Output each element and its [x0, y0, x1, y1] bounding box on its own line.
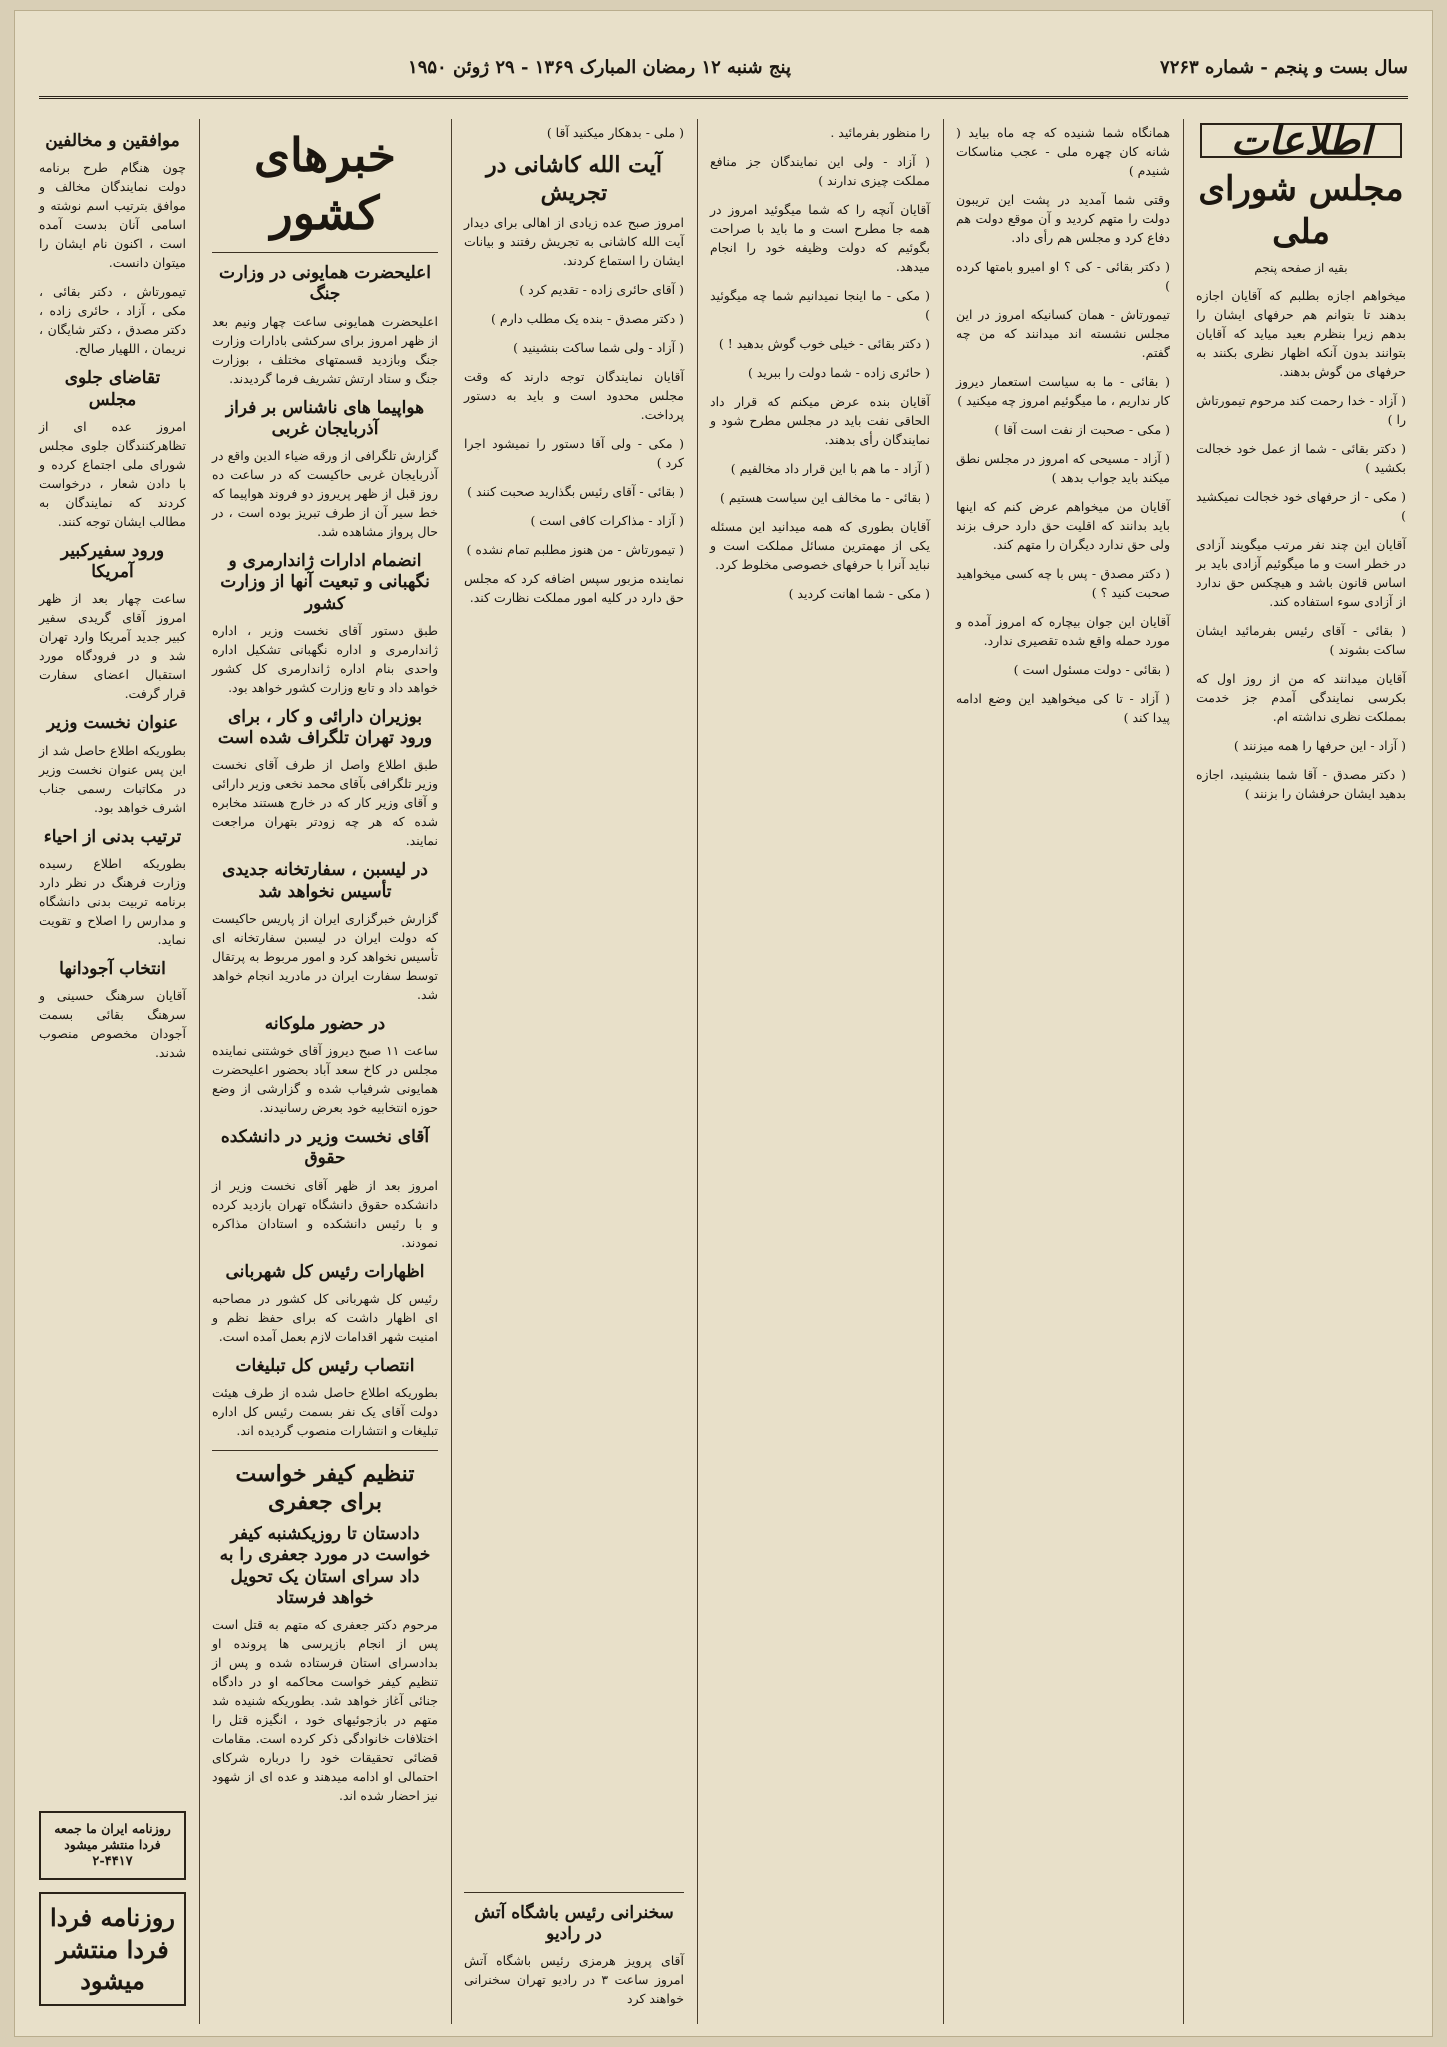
ad-number: ۲-۴۴۱۷: [92, 1853, 133, 1869]
paragraph: آقایان بنده عرض میکنم که قرار داد الحاقی نفت باید در مجلس مطرح شود و نمایندگان رأی بدهند.: [710, 394, 930, 447]
paragraph: ( مکی - شما اهانت کردید ): [788, 586, 930, 601]
continued-note: بقیه از صفحه پنجم: [1254, 261, 1348, 275]
lecture-body: آقای پرویز هرمزی رئیس باشگاه آتش امروز ساعت ۳ در رادیو تهران سخنرانی خواهند کرد: [464, 1953, 684, 2006]
ad-title: روزنامه ایران ما جمعه فردا منتشر میشود: [54, 1821, 171, 1853]
brief-headline: انتخاب آجودانها: [59, 958, 166, 979]
paragraph: آقایان میدانند که من از روز اول که بکرسی نمایندگی آمدم جز خدمت بمملکت نظری نداشته ام.: [1196, 671, 1406, 724]
news-body: امروز بعد از ظهر آقای نخست وزیر از دانشکده حقوق دانشگاه تهران بازدید کرده و با رئیس دانشکده و استادان مذاکره نمودند.: [212, 1177, 438, 1250]
news-body: طبق اطلاع واصل از طرف آقای نخست وزیر تلگرافی بآقای محمد نخعی وزیر دارائی و آقای وزیر کار که در خارج هستند مخابره شده که هر چه زودتر بتهران مراجعت نمایند.: [212, 757, 438, 849]
news-body: گزارش خبرگزاری ایران از پاریس حاکیست که دولت ایران در لیسبن سفارتخانه ای تأسیس نخواهد کرد و امور مربوط به پرتقال توسط سفارت ایران در مادرید انجام خواهد شد.: [212, 910, 438, 1002]
paragraph: ( بقائی - آقای رئیس بگذارید صحبت کنند ): [467, 484, 684, 499]
column-debate-2: [950, 123, 1176, 2018]
news-body: گزارش تلگرافی از ورقه ضیاء الدین واقع در آذربایجان غربی حاکیست که در ساعت ده روز قبل از ظهر پریروز دو فروند هواپیما که خط سیر آن از طرف تبریز بوده است ، در حال پرواز مشاهده شد.: [212, 448, 438, 539]
majlis-headline: مجلس شورای ملی: [1198, 169, 1404, 252]
news-title: در حضور ملوکانه: [264, 1013, 386, 1034]
paragraph: ( بقائی - دولت مسئول است ): [1013, 662, 1170, 677]
column-divider: [943, 119, 944, 2024]
news-title: اظهارات رئیس کل شهربانی: [225, 1261, 425, 1282]
kashani-headline: آیت الله کاشانی در تجریش: [486, 152, 662, 206]
paragraph: ( دکتر بقائی - خیلی خوب گوش بدهید ! ): [718, 336, 930, 351]
paragraph: آقایان نمایندگان توجه دارند که وقت مجلس محدود است و باید به دستور پرداخت.: [464, 369, 684, 422]
brief-headline: تقاضای جلوی مجلس: [64, 368, 161, 410]
news-title: هواپیما های ناشناس بر فراز آذربایجان غربی: [225, 397, 425, 439]
paragraph: ( آزاد - این حرفها را همه میزنند ): [1233, 738, 1406, 753]
brief-headline: ورود سفیرکبیر آمریکا: [60, 540, 165, 582]
brief-body: آقایان سرهنگ حسینی و سرهنگ بقائی بسمت آجودان مخصوص منصوب شدند.: [39, 988, 186, 1060]
column-country-news: [206, 123, 444, 2018]
brief-headline: موافقین و مخالفین: [45, 131, 180, 151]
paragraph: ( آزاد - مسیحی که امروز در مجلس نطق میکند باید جواب بدهد ): [956, 451, 1170, 485]
paragraph: ( بقائی - ما مخالف این سیاست هستیم ): [720, 490, 930, 505]
paragraph: میخواهم اجازه بطلبم که آقایان اجازه بدهند تا بتوانم هم حرفهای ایشان را بدهم زیرا بنظرم بعید میاید که آقایان بتوانند بدون آنکه اظهار نظری بکنند به حرفهای من گوش بدهند.: [1196, 288, 1406, 379]
paragraph: ( دکتر مصدق - بنده یک مطلب دارم ): [491, 311, 684, 326]
news-body: اعلیحضرت همایونی ساعت چهار ونیم بعد از ظهر امروز برای سرکشی بادارات وزارت جنگ وبازدید قسمتهای مختلف ، بوزارت جنگ و ستاد ارتش تشریف فرما گردیدند.: [212, 313, 438, 386]
brief-body: بطوریکه اطلاع رسیده وزارت فرهنگ در نظر دارد برنامه تربیت بدنی دانشگاه و مدارس را اصلاح و تقویت نماید.: [39, 855, 186, 947]
paragraph: ( آزاد - تا کی میخواهید این وضع ادامه پیدا کند ): [956, 691, 1170, 725]
column-divider: [451, 119, 452, 2024]
news-title: بوزیران دارائی و کار ، برای ورود تهران تلگراف شده است: [217, 706, 433, 748]
paragraph: آقایان این جوان بیچاره که امروز آمده و مورد حمله واقع شده تقصیری ندارد.: [956, 614, 1170, 648]
paragraph: ( بقائی - ما به سیاست استعمار دیروز کار نداریم ، ما میگوئیم امروز چه میکنید ): [956, 374, 1170, 408]
masthead-info: [39, 39, 1408, 99]
brief-headline: ترتیب بدنی از احیاء: [43, 826, 182, 847]
paragraph: آقایان من میخواهم عرض کنم که اینها باید بدانند که اقلیت حق دارد حرف بزند ولی حق ندارد دیگران را متهم کند.: [956, 499, 1170, 552]
jafari-headline: تنظیم کیفر خواست برای جعفری: [235, 1461, 415, 1515]
column-divider: [199, 119, 200, 2024]
paragraph: ( دکتر بقائی - کی ؟ او امیرو بامتها کرده ): [956, 259, 1170, 293]
news-title: در لیسبن ، سفارتخانه جدیدی تأسیس نخواهد شد: [222, 860, 428, 902]
ad-iran-ma: [39, 1811, 186, 1880]
paragraph: ( مکی - از حرفهای خود خجالت نمیکشید ): [1196, 489, 1406, 523]
column-debate-4: [458, 123, 690, 2018]
lecture-notice: [464, 1882, 684, 2019]
brief-body: تیمورتاش ، دکتر بقائی ، مکی ، آزاد ، حائری زاده ، دکتر مصدق ، دکتر شایگان ، نریمان ، اللهیار صالح.: [39, 284, 186, 357]
paragraph: ( دکتر بقائی - شما از عمل خود خجالت بکشید ): [1196, 441, 1406, 475]
news-title: انضمام ادارات ژاندارمری و نگهبانی و تبعیت آنها از وزارت کشور: [220, 551, 430, 614]
paragraph: ( بقائی - آقای رئیس بفرمائید ایشان ساکت بشوند ): [1196, 623, 1406, 657]
paragraph: آقایان این چند نفر مرتب میگویند آزادی در خطر است و ما میگوئیم آزادی باید بر اساس قانون باشد و هیچکس حق ندارد از آزادی سوء استفاده کند.: [1196, 537, 1406, 609]
paragraph: همانگاه شما شنیده که چه ماه بیاید ( شانه کان چهره ملی - عجب مناسکات شنیدم ): [956, 125, 1170, 178]
news-body: بطوریکه اطلاع حاصل شده از طرف هیئت دولت آقای یک نفر بسمت رئیس کل اداره تبلیغات و انتشارات منصوب گردیده اند.: [212, 1385, 438, 1438]
newspaper-logo: اطلاعات: [1200, 123, 1402, 158]
paragraph: را منظور بفرمائید .: [830, 125, 930, 140]
paragraph: ( دکتر مصدق - آقا شما بنشینید، اجازه بدهید ایشان حرفشان را بزنند ): [1196, 767, 1406, 801]
paragraph: ( آزاد - ولی شما ساکت بنشینید ): [513, 340, 684, 355]
ad-farda: [39, 1892, 186, 2006]
brief-headline: عنوان نخست وزیر: [46, 713, 179, 734]
jafari-subheadline: دادستان تا روزیکشنبه کیفر خواست در مورد جعفری را به داد سرای استان یک تحویل خواهد فرستاد: [219, 1524, 431, 1608]
paragraph: ( حائری زاده - شما دولت را ببرید ): [748, 365, 930, 380]
ad-area: [39, 1799, 186, 2018]
column-divider: [1183, 119, 1184, 2024]
issue-number: سال بست و پنجم - شماره ۷۲۶۳: [1160, 57, 1408, 78]
column-divider: [697, 119, 698, 2024]
paragraph: ( ملی - بدهکار میکنید آقا ): [546, 125, 684, 140]
paragraph: ( آقای حائری زاده - تقدیم کرد ): [519, 282, 684, 297]
brief-body: چون هنگام طرح برنامه دولت نمایندگان مخالف و موافق بترتیب اسم نوشته و اسامی آنان بدست آمده است ، اکنون نام ایشان را میتوان دانست.: [39, 160, 186, 271]
news-body: رئیس کل شهربانی کل کشور در مصاحبه ای اظهار داشت که برای حفظ نظم و امنیت شهر اقدامات لازم بعمل آمده است.: [212, 1290, 438, 1344]
paragraph: ( آزاد - مذاکرات کافی است ): [530, 513, 684, 528]
paragraph: آقایان بطوری که همه میدانید این مسئله یکی از مهمترین مسائل مملکت است و نباید آنرا با حرفهای خصوصی مخلوط کرد.: [710, 519, 930, 572]
column-briefs: [33, 123, 192, 2018]
ad-title: روزنامه فردا فردا منتشر میشود: [50, 1903, 175, 1995]
paragraph: ( آزاد - ولی این نمایندگان جز منافع مملکت چیزی ندارند ): [710, 154, 930, 188]
brief-body: بطوریکه اطلاع حاصل شد از این پس عنوان نخست وزیر در مکاتبات رسمی جناب اشرف خواهد بود.: [39, 742, 186, 815]
paragraph: ( مکی - ولی آقا دستور را نمیشود اجرا کرد ): [464, 436, 684, 470]
paragraph: ( مکی - صحبت از نفت است آقا ): [994, 422, 1170, 437]
lecture-headline: سخنرانی رئیس باشگاه آتش در رادیو: [474, 1902, 674, 1944]
column-majlis: [1190, 123, 1412, 2018]
jafari-body: مرحوم دکتر جعفری که متهم به قتل است پس از انجام بازپرسی ها پرونده او بدادسرای استان فرستاده شده و پس از تنظیم کیفر خواست محاکمه او در دادگاه جنائی آغاز خواهد شد. بطوریکه شنیده شد متهم در بازجوئیهای خود ، انگیزه قتل را اختلافات خانوادگی ذکر کرده است. مقامات قضائی تحقیقات خود را درباره شرکای احتمالی او ادامه میدهند و عده ای از شهود نیز احضار شده اند.: [212, 1617, 438, 1803]
column-debate-3: [704, 123, 936, 2018]
news-title: اعلیحضرت همایونی در وزارت جنگ: [218, 263, 431, 305]
paragraph: وقتی شما آمدید در پشت این تریبون دولت را متهم کردید و آن موقع دولت هم دفاع کرد و مجلس هم رأی داد.: [956, 192, 1170, 245]
paragraph: ( تیمورتاش - من هنوز مطلبم تمام نشده ): [466, 542, 684, 557]
brief-body: ساعت چهار بعد از ظهر امروز آقای گریدی سفیر کبیر جدید آمریکا وارد تهران شد و در فرودگاه مورد استقبال اعضای سفارت قرار گرفت.: [39, 591, 186, 702]
issue-date: پنج شنبه ۱۲ رمضان المبارک ۱۳۶۹ - ۲۹ ژوئن ۱۹۵۰: [408, 57, 791, 78]
paragraph: آقایان آنچه را که شما میگوئید امروز در همه جا مطرح است و ما باید با صراحت بگوئیم که دولت وظیفه خود را انجام میدهد.: [710, 202, 930, 274]
newspaper-page: [14, 10, 1433, 2037]
paragraph: امروز صبح عده زیادی از اهالی برای دیدار آیت الله کاشانی به تجریش رفتند و بیانات ایشان را استماع کردند.: [464, 215, 684, 268]
brief-body: امروز عده ای از تظاهرکنندگان جلوی مجلس شورای ملی اجتماع کرده و با دادن شعار ، درخواست کردند که نمایندگان به مطالب ایشان توجه کنند.: [39, 418, 186, 529]
paragraph: ( آزاد - ما هم با این قرار داد مخالفیم ): [730, 461, 930, 476]
paragraph: ( مکی - ما اینجا نمیدانیم شما چه میگوئید ): [710, 288, 930, 322]
news-body: طبق دستور آقای نخست وزیر ، اداره ژاندارمری و اداره نگهبانی تشکیل اداره واحدی بنام اداره ژاندارمری کل کشور خواهد داد و تابع وزارت کشور خواهد بود.: [212, 622, 438, 695]
paragraph: ( دکتر مصدق - پس با چه کسی میخواهید صحبت کنید ؟ ): [956, 566, 1170, 600]
news-body: ساعت ۱۱ صبح دیروز آقای خوشتنی نماینده مجلس در کاخ سعد آباد بحضور اعلیحضرت همایونی شرفیاب شده و گزارشی از وضع حوزه انتخابیه خود بعرض رسانیدند.: [212, 1043, 438, 1115]
news-title: آقای نخست وزیر در دانشکده حقوق: [220, 1127, 430, 1169]
country-news-headline: خبرهای کشور: [254, 128, 396, 240]
news-title: انتصاب رئیس کل تبلیغات: [235, 1355, 415, 1376]
paragraph: نماینده مزبور سپس اضافه کرد که مجلس حق دارد در کلیه امور مملکت نظارت کند.: [464, 571, 684, 605]
paragraph: ( آزاد - خدا رحمت کند مرحوم تیمورتاش را ): [1196, 393, 1406, 427]
paragraph: تیمورتاش - همان کسانیکه امروز در این مجلس نشسته اند میدانند که من چه گفتم.: [956, 307, 1170, 360]
